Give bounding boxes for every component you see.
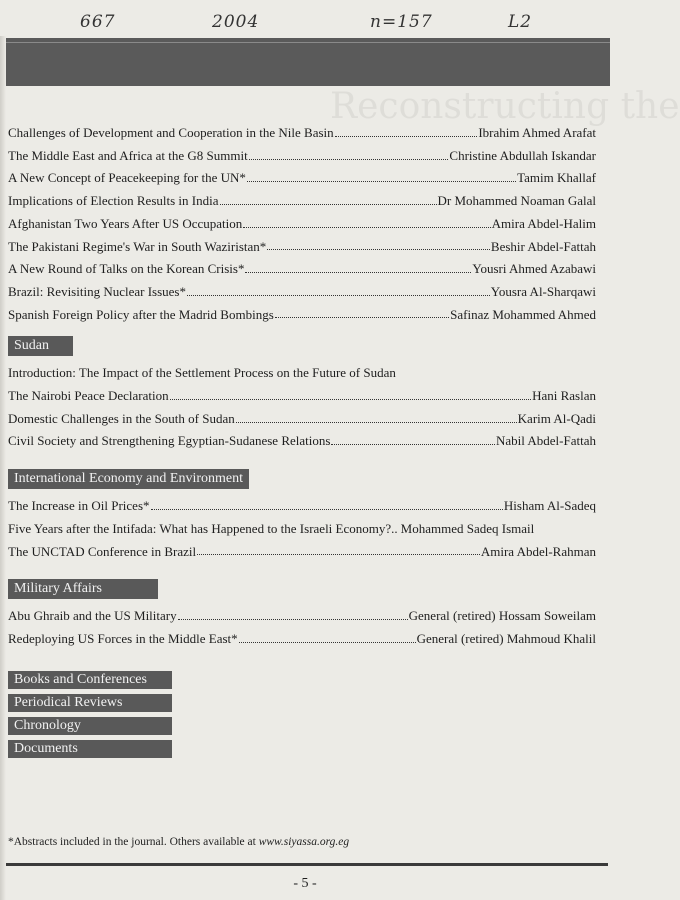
military-list [8,605,596,650]
toc-entry-title: Challenges of Development and Cooperation in the Nile Basin [8,125,334,140]
toc-entry[interactable] [8,362,596,385]
toc-entry[interactable] [8,541,596,564]
page-edge-shadow [0,36,6,900]
toc-entry[interactable] [8,628,596,651]
footer-rule [6,863,608,866]
footnote-text: *Abstracts included in the journal. Others available at [8,836,259,848]
toc-entry-title: The UNCTAD Conference in Brazil [8,543,197,559]
toc-entry[interactable] [8,281,596,304]
sudan-list [8,362,596,453]
header-rule [6,42,610,43]
toc-entry-author: General (retired) Mahmoud Khalil [416,630,596,646]
toc-entry-title: Afghanistan Two Years After US Occupation [8,215,243,231]
toc-entry[interactable] [8,430,596,453]
leader-dots [239,642,416,643]
leader-dots [178,619,408,620]
toc-entry-author: Ibrahim Ahmed Arafat [478,125,596,140]
toc-entry-author: Christine Abdullah Iskandar [449,147,596,163]
economy-list [8,495,596,563]
leader-separator: .. [391,520,398,536]
section-heading-sudan: Sudan [8,336,73,356]
toc-entry-author: Hisham Al-Sadeq [503,498,596,514]
footnote [8,836,349,848]
toc-entry-author: General (retired) Hossam Soweilam [408,608,596,624]
toc-entry[interactable] [8,190,596,213]
toc-entry-author: Tamim Khallaf [517,170,596,186]
handwritten-note: 2004 [212,12,260,32]
leader-dots [170,399,531,400]
section-documents[interactable]: Documents [8,740,172,758]
toc-entry[interactable] [8,304,596,327]
toc-entry-title: Spanish Foreign Policy after the Madrid Bombings [8,306,274,322]
toc-entry-title: The Nairobi Peace Declaration [8,388,169,404]
leader-dots [220,204,437,205]
toc-entry-title: Introduction: The Impact of the Settlement Process on the Future of Sudan [8,365,396,381]
handwritten-note: L2 [508,12,533,32]
leader-dots [331,444,495,445]
leader-dots [249,159,449,160]
toc-entry[interactable] [8,145,596,168]
leader-dots [245,272,471,273]
toc-entry-author: Nabil Abdel-Fattah [495,433,596,449]
toc-entry-author: Yousri Ahmed Azabawi [472,261,596,277]
toc-entry-author: Yousra Al-Sharqawi [490,283,596,299]
toc-entry[interactable] [8,167,596,190]
toc-entry-title: Domestic Challenges in the South of Sudan [8,410,235,426]
leader-dots [187,295,490,296]
toc-entry-title: Brazil: Revisiting Nuclear Issues* [8,283,186,299]
toc-entry-author: Amira Abdel-Rahman [480,543,596,559]
handwritten-note: 667 [80,12,116,32]
leader-dots [243,227,490,228]
section-periodical-reviews[interactable]: Periodical Reviews [8,694,172,712]
footnote-url[interactable]: www.siyassa.org.eg [258,836,350,848]
page-number: - 5 - [293,876,317,891]
toc-entry[interactable] [8,495,596,518]
toc-entry-title: Implications of Election Results in India [8,193,219,209]
toc-entry-title: Civil Society and Strengthening Egyptian-Sudanese Relations [8,433,331,449]
toc-entry[interactable] [8,236,596,259]
leader-dots [197,554,480,555]
leader-dots [236,422,517,423]
toc-entry[interactable] [8,213,596,236]
bleed-through-heading: Reconstructing the [330,86,680,127]
toc-entry-author: Amira Abdel-Halim [491,215,596,231]
handwritten-note: n=157 [370,12,433,32]
toc-entry-title: A New Round of Talks on the Korean Crisis* [8,261,245,277]
toc-entry[interactable] [8,518,596,541]
table-of-contents [8,122,596,763]
toc-entry[interactable] [8,385,596,408]
toc-entry-author: Safinaz Mohammed Ahmed [450,306,596,322]
leader-dots [267,249,490,250]
toc-entry-author: Mohammed Sadeq Ismail [400,520,535,536]
leader-dots [151,509,503,510]
leader-dots [335,136,478,137]
toc-entry[interactable] [8,258,596,281]
toc-entry-title: The Increase in Oil Prices* [8,498,150,514]
toc-entry-title: The Pakistani Regime's War in South Waziristan* [8,238,267,254]
toc-entry[interactable] [8,605,596,628]
section-books-and-conferences[interactable]: Books and Conferences [8,671,172,689]
section-chronology[interactable]: Chronology [8,717,172,735]
leader-dots [247,181,516,182]
toc-entry-title: Five Years after the Intifada: What has Happened to the Israeli Economy? [8,520,392,536]
toc-entry-title: The Middle East and Africa at the G8 Summit [8,147,248,163]
toc-entry-author: Beshir Abdel-Fattah [490,238,596,254]
toc-entry-title: Abu Ghraib and the US Military [8,608,177,624]
toc-entry[interactable] [8,122,596,145]
leader-dots [275,317,449,318]
section-heading-economy: International Economy and Environment [8,469,249,489]
toc-entry-author: Karim Al-Qadi [517,410,596,426]
additional-sections [8,671,596,758]
handwritten-notes [0,6,610,36]
header-banner [6,38,610,86]
toc-top-list [8,122,596,326]
toc-entry-title: A New Concept of Peacekeeping for the UN* [8,170,246,186]
section-heading-military: Military Affairs [8,579,158,599]
toc-entry[interactable] [8,408,596,431]
toc-entry-title: Redeploying US Forces in the Middle East* [8,630,238,646]
toc-entry-author: Dr Mohammed Noaman Galal [437,193,596,209]
toc-entry-author: Hani Raslan [532,388,596,404]
